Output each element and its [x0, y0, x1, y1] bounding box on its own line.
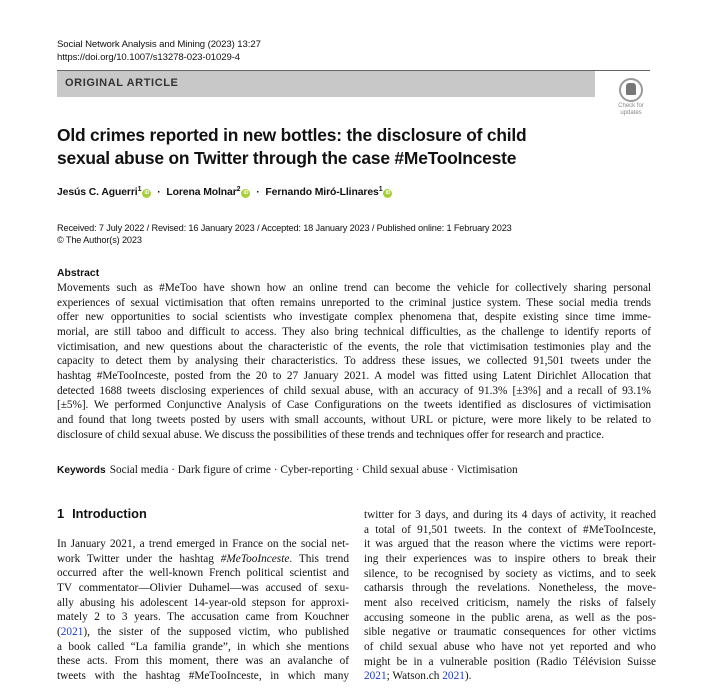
body-line: occurred after the well-known French political scientist and: [57, 567, 349, 580]
author-name[interactable]: Lorena Molnar: [166, 187, 237, 198]
abstract-line: capacity to detect them by analysing their characteristics. To address these issues, we collected 91,501 tweets under the: [57, 355, 651, 368]
body-line: silence, to be recognised by society as victims, and to seek: [364, 567, 656, 580]
keywords-list: Social media · Dark figure of crime · Cyber-reporting · Child sexual abuse · Victimisation: [109, 464, 518, 476]
orcid-icon[interactable]: iD: [241, 189, 250, 198]
abstract-line: experiences of sexual victimisation that often remains unreported to the criminal justice system. These social media trends: [57, 296, 651, 309]
intro-left-column: [57, 537, 349, 684]
citation-link[interactable]: 2021: [442, 670, 465, 683]
author-affiliation: 1: [137, 186, 142, 193]
doi-link[interactable]: https://doi.org/10.1007/s13278-023-01029-4: [57, 52, 241, 63]
text: ), the sister of the supposed victim, who published: [83, 625, 349, 638]
article-type-label: ORIGINAL ARTICLE: [65, 77, 179, 89]
abstract-line: [±5%]. We performed Conjunctive Analysis of Case Configurations on the tweets identified as disclosures of victimisation: [57, 399, 651, 412]
orcid-icon[interactable]: iD: [142, 189, 151, 198]
body-line: a total of 91,501 tweets. In the context of #MeTooInceste,: [364, 523, 656, 536]
body-line: might be in a vulnerable position (Radio Télévision Suisse: [364, 655, 656, 668]
crossmark-icon: [619, 78, 643, 102]
history-dates: Received: 7 July 2022 / Revised: 16 January 2023 / Accepted: 18 January 2023 / Published online: 1 February 2023: [57, 223, 512, 233]
body-line: it was argued that the reason where the victims were report-: [364, 538, 656, 551]
article-type-banner: [57, 71, 595, 97]
author-name[interactable]: Jesús C. Aguerri: [57, 187, 138, 198]
abstract-line: and found that long tweets posted by users with small accounts, without URL or picture, were more likely to be related to: [57, 413, 651, 426]
body-line: ally abusing his adolescent 14-year-old stepson for approxi-: [57, 596, 349, 609]
section-heading-introduction: [57, 506, 147, 521]
title-line-2: sexual abuse on Twitter through the case #MeTooInceste: [57, 148, 517, 168]
author-name[interactable]: Fernando Miró-Llinares: [265, 187, 379, 198]
body-line: a book called “La familia grande”, in which she mentions: [57, 640, 349, 653]
abstract-line: disclosure of child sexual abuse. We discuss the possibilities of these trends and techniques offer for research and practice.: [57, 428, 605, 441]
journal-header: [57, 38, 261, 64]
title-line-1: Old crimes reported in new bottles: the disclosure of child: [57, 125, 527, 145]
body-line: mately 2 to 3 years. The accusation came from Kouchner: [57, 611, 349, 624]
citation-link[interactable]: 2021: [364, 670, 387, 683]
publication-dates: [57, 222, 512, 246]
text: . This trend: [289, 552, 349, 565]
body-line: tweets with the hashtag #MeTooInceste, in which many: [57, 669, 349, 682]
text: ; Watson.ch: [386, 670, 443, 683]
body-line: these acts. From this moment, there was an avalanche of: [57, 655, 349, 668]
journal-citation: Social Network Analysis and Mining (2023) 13:27: [57, 39, 261, 50]
body-line: catharsis through the revelations. Nonetheless, the move-: [364, 582, 656, 595]
crossmark-text-1: Check for: [618, 103, 644, 109]
article-type-bar: [57, 70, 650, 97]
section-title: Introduction: [72, 506, 147, 521]
abstract-line: detected 1688 tweets disclosing experiences of child sexual abuse, with an accuracy of 91.3% [±3%] and a recall of 93.1%: [57, 384, 651, 397]
hashtag-italic: #MeTooInceste: [220, 552, 290, 565]
body-line: ing their experiences was to inspire others to break their: [364, 552, 656, 565]
section-number: 1: [57, 506, 65, 521]
author-affiliation: 2: [236, 186, 241, 193]
body-line: of child sexual abuse who have not yet reported and who: [364, 640, 656, 653]
body-line: (2021), the sister of the supposed victim, who published: [57, 625, 349, 638]
abstract-line: Movements such as #MeToo have shown how an online trend can become the vehicle for collectively sharing personal: [57, 282, 651, 294]
intro-right-column: [364, 508, 656, 684]
body-line: twitter for 3 days, and during its 4 days of activity, it reached: [364, 509, 656, 521]
check-for-updates-button[interactable]: [614, 78, 648, 116]
abstract-heading: Abstract: [57, 268, 100, 279]
crossmark-text-2: updates: [620, 110, 642, 116]
author-separator: ·: [256, 187, 260, 198]
body-line: [364, 669, 656, 684]
body-line: TV commentator—Olivier Duhamel—was accused of sexu-: [57, 581, 349, 594]
abstract-line: offer new opportunities to social scientists who investigate complex phenomena that, despite existing since time imme-: [57, 311, 651, 324]
body-line: ment also received criticism, namely the risks of falsely: [364, 596, 656, 609]
body-line: accusing someone in the public arena, as well as the pos-: [364, 611, 656, 624]
body-line: [57, 552, 349, 567]
author-affiliation: 1: [378, 186, 383, 193]
text: work Twitter under the hashtag: [57, 552, 221, 565]
abstract-line: hashtag #MeTooInceste, posted from the 20 to 27 January 2021. A model was fitted using Latent Dirichlet Allocation that: [57, 369, 651, 382]
copyright-notice: © The Author(s) 2023: [57, 235, 142, 245]
abstract-text: [57, 281, 651, 442]
text: ).: [464, 670, 472, 683]
body-line: In January 2021, a trend emerged in France on the social net-: [57, 538, 349, 550]
keywords-label: Keywords: [57, 465, 106, 476]
paper-title: [57, 124, 577, 170]
orcid-icon[interactable]: iD: [383, 189, 392, 198]
author-separator: ·: [157, 187, 161, 198]
body-line: sible negative or traumatic consequences for other victims: [364, 626, 656, 639]
keywords: [57, 464, 518, 476]
citation-link[interactable]: 2021: [60, 625, 84, 638]
author-list: [57, 186, 392, 198]
abstract-line: victimisation, and new questions about the characteristic of the events, the role that victimisation testimonies play and the: [57, 340, 651, 353]
abstract-line: morial, are still taboo and difficult to access. They also bring technical difficulties, as the challenge to identify reports of: [57, 325, 651, 338]
